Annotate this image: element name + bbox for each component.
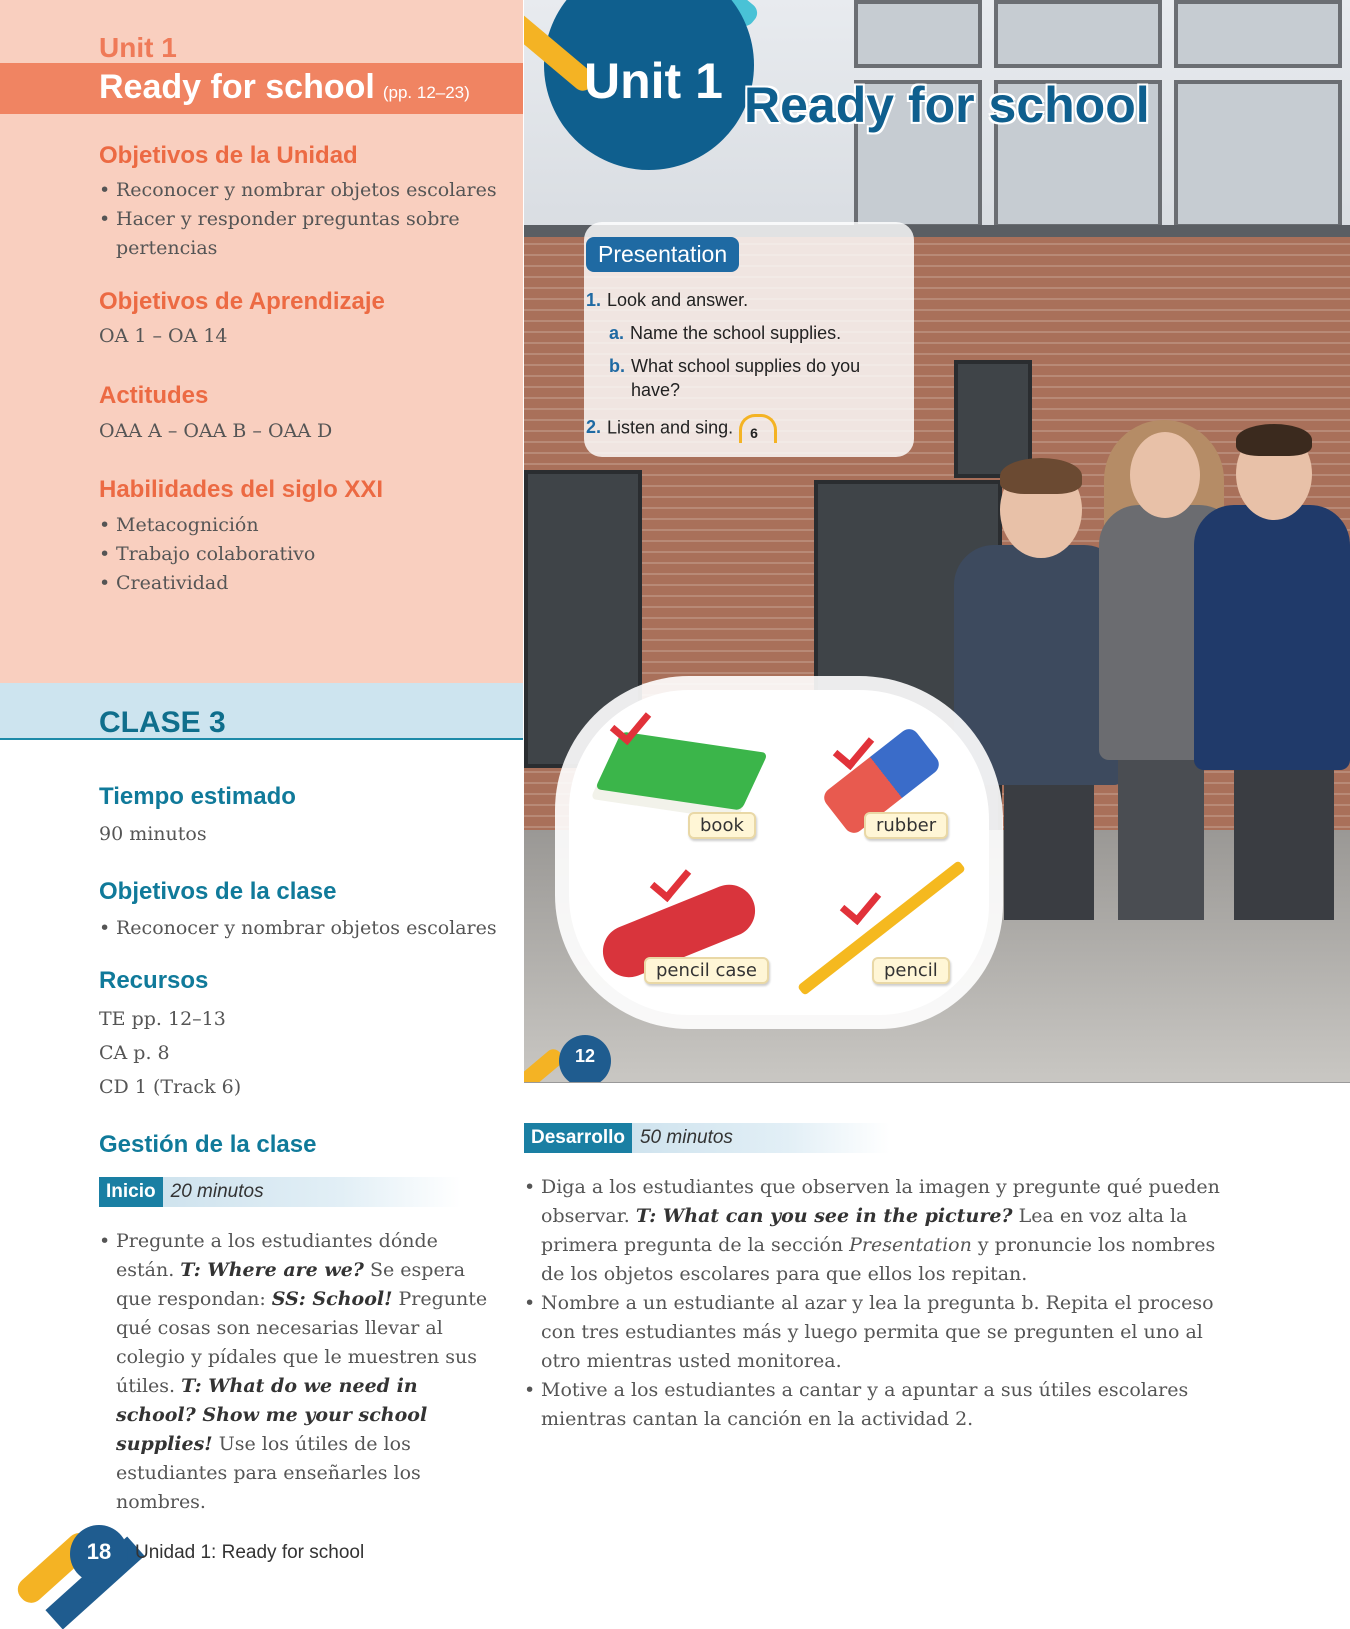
book-page-number: 12 <box>574 1046 596 1066</box>
unit-title-text: Ready for school <box>99 68 375 106</box>
book-title: Ready for school <box>744 77 1150 133</box>
desarrollo-bar <box>524 1123 890 1153</box>
recurso-line: CA p. 8 <box>99 1042 170 1064</box>
desarrollo-list <box>524 1173 1224 1434</box>
presentation-tag: Presentation <box>586 237 739 272</box>
kid-jacket <box>1194 505 1350 770</box>
question-b: b. What school supplies do you have? <box>609 356 861 400</box>
supply-label-rubber: rubber <box>864 812 948 839</box>
window <box>854 0 982 68</box>
inicio-bar <box>99 1177 461 1207</box>
objetivos-aprendizaje-heading: Objetivos de Aprendizaje <box>99 288 385 315</box>
inicio-list <box>99 1227 494 1517</box>
unit-title <box>99 68 470 107</box>
desarrollo-item: • Diga a los estudiantes que observen la imagen y pregunte qué pueden observar. T: What can you see in the picture? Lea en voz alta la primera pregunta de la sección Presentation y pronuncie los nombres de los objetos escolares para que ellos los repitan. <box>524 1173 1224 1289</box>
desarrollo-item: • Nombre a un estudiante al azar y lea la pregunta b. Repita el proceso con tres estudiantes más y luego permita que se pregunten el uno al otro mientras usted monitorea. <box>524 1289 1224 1376</box>
list-item: • Trabajo colaborativo <box>99 540 315 569</box>
recursos-heading: Recursos <box>99 967 209 994</box>
kid-hair <box>1000 458 1082 494</box>
tiempo-text: 90 minutos <box>99 823 207 845</box>
supply-label-pencil-case: pencil case <box>644 957 769 984</box>
desarrollo-time: 50 minutos <box>632 1123 890 1153</box>
unit-pages: (pp. 12–23) <box>382 83 470 102</box>
recurso-line: TE pp. 12–13 <box>99 1008 226 1030</box>
actitudes-heading: Actitudes <box>99 382 209 409</box>
habilidades-list <box>99 511 315 598</box>
question-2: 2. Listen and sing. 6 <box>586 414 777 443</box>
kid-head <box>1130 432 1200 518</box>
list-item: • Hacer y responder preguntas sobre pertencias <box>99 205 497 263</box>
list-item: • Reconocer y nombrar objetos escolares <box>99 176 497 205</box>
window <box>1174 0 1342 68</box>
desarrollo-tag: Desarrollo <box>524 1123 632 1153</box>
kid-hair <box>1236 424 1312 456</box>
supply-label-pencil: pencil <box>872 957 950 984</box>
habilidades-heading: Habilidades del siglo XXI <box>99 476 384 503</box>
book-unit-label: Unit 1 <box>584 53 723 109</box>
supply-label-book: book <box>688 812 756 839</box>
objetivos-unidad-heading: Objetivos de la Unidad <box>99 142 358 169</box>
clase-band <box>0 683 523 740</box>
objetivos-clase-heading: Objetivos de la clase <box>99 878 337 905</box>
headphones-icon <box>739 414 777 443</box>
inicio-time: 20 minutos <box>163 1177 461 1207</box>
inicio-paragraph: • Pregunte a los estudiantes dónde están. T: Where are we? Se espera que respondan: SS: School! Pregunte qué cosas son necesarias llevar al colegio y pídales que le muestren sus útiles. T: What do we need in school? Show me your school supplies! Use los útiles de los estudiantes para enseñarles los nombres. <box>99 1227 494 1517</box>
unit-label: Unit 1 <box>99 32 177 63</box>
window <box>994 0 1162 68</box>
desarrollo-item: • Motive a los estudiantes a cantar y a apuntar a sus útiles escolares mientras cantan la canción en la actividad 2. <box>524 1376 1224 1434</box>
gestion-heading: Gestión de la clase <box>99 1131 317 1158</box>
objetivos-unidad-list <box>99 176 497 263</box>
list-item: • Reconocer y nombrar objetos escolares <box>99 914 497 943</box>
book-page-image <box>524 0 1350 1083</box>
question-a: a. Name the school supplies. <box>609 323 842 343</box>
track-number: 6 <box>750 425 758 441</box>
objetivos-aprendizaje-text: OA 1 – OA 14 <box>99 325 228 347</box>
list-item: • Metacognición <box>99 511 315 540</box>
list-item: • Creatividad <box>99 569 315 598</box>
recurso-line: CD 1 (Track 6) <box>99 1076 242 1098</box>
footer-running-title: Unidad 1: Ready for school <box>135 1542 365 1563</box>
clase-title: CLASE 3 <box>99 706 226 739</box>
tiempo-heading: Tiempo estimado <box>99 783 296 810</box>
inicio-tag: Inicio <box>99 1177 163 1207</box>
objetivos-clase-list <box>99 914 497 943</box>
recursos-list <box>99 1002 241 1104</box>
page-number: 18 <box>86 1539 112 1564</box>
window <box>1174 80 1342 228</box>
actitudes-text: OAA A – OAA B – OAA D <box>99 420 333 442</box>
question-1: 1. Look and answer. <box>586 290 749 310</box>
